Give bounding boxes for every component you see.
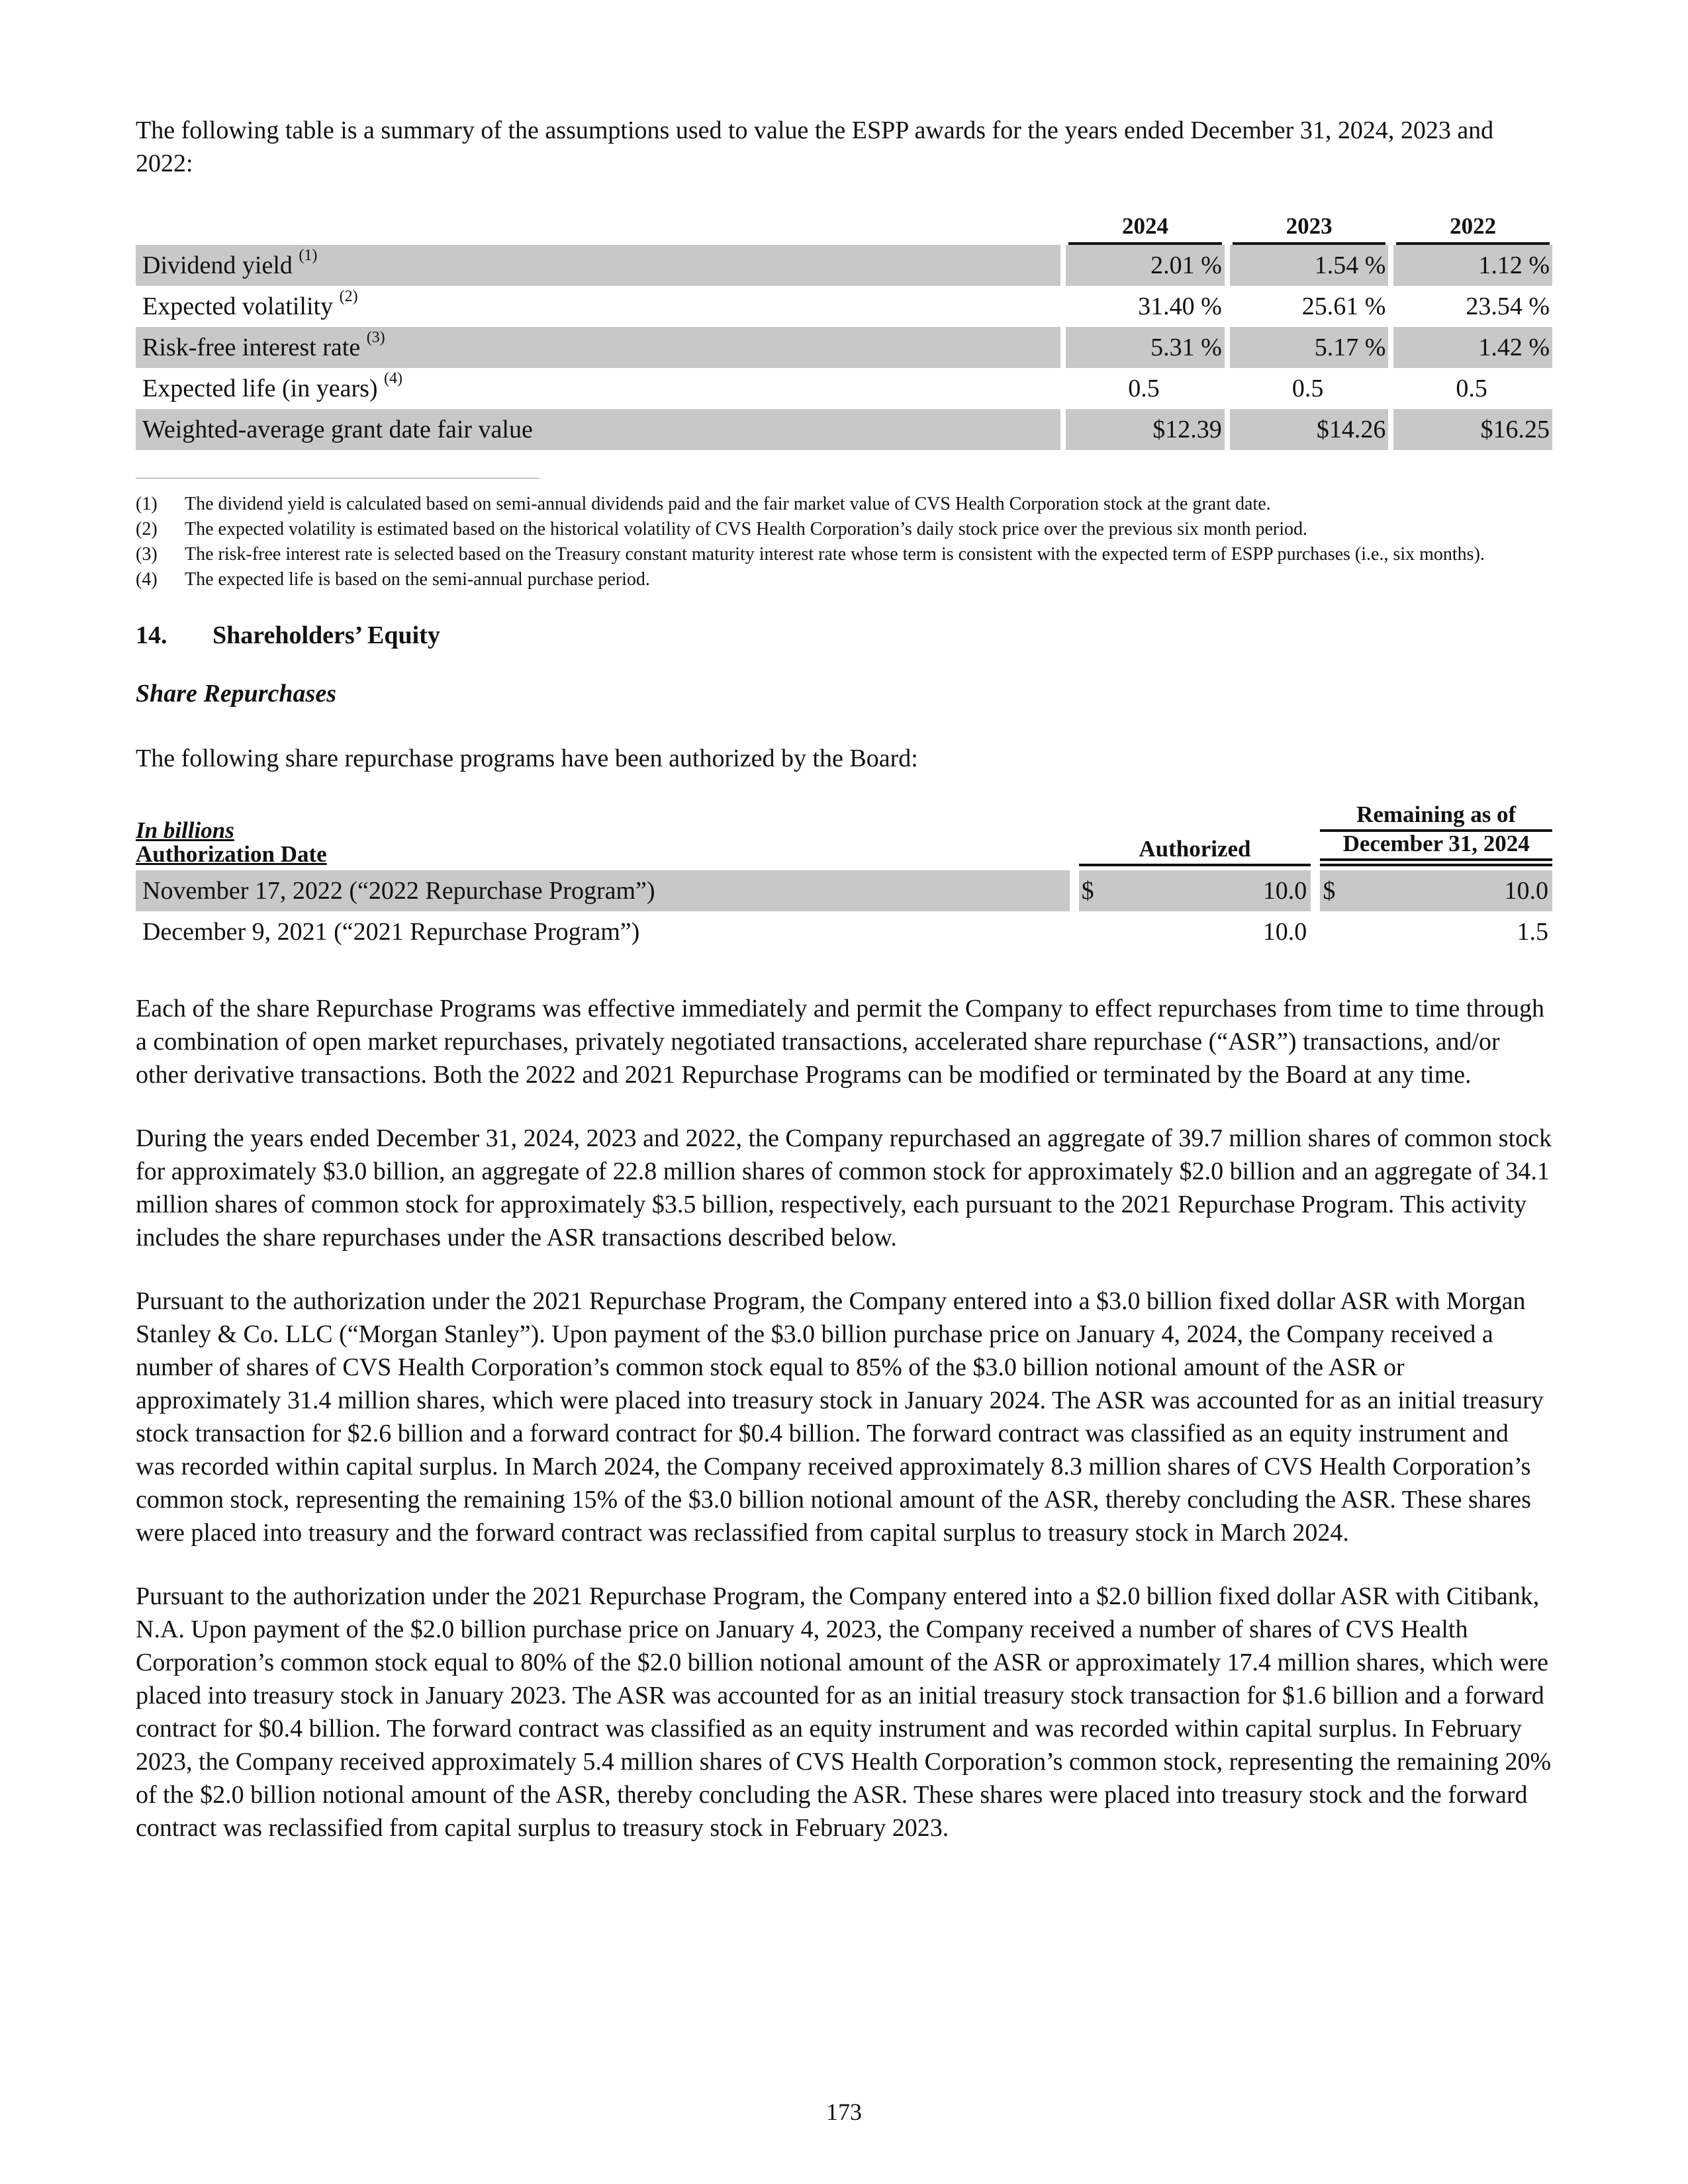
body-paragraph: Each of the share Repurchase Programs was effective immediately and permit the Company to effect repurchases from time to time through a combination of open market repurchases, privately negotiated transactions, accelerated share repurchase (“ASR”) transactions, and/or other derivative transactions. Both the 2022 and 2021 Repurchase Programs can be modified or terminated by the Board at any time.	[136, 995, 1544, 1089]
table-row	[136, 245, 1552, 286]
table-row	[136, 327, 1552, 368]
table-cell: 1.12 %	[1393, 245, 1552, 286]
body-paragraph: Pursuant to the authorization under the 2021 Repurchase Program, the Company entered into a $2.0 billion fixed dollar ASR with Citibank, N.A. Upon payment of the $2.0 billion purchase price on January 4, 2023, the Company received a number of shares of CVS Health Corporation’s common stock equal to 80% of the $2.0 billion notional amount of the ASR or approximately 17.4 million shares, which were placed into treasury stock in January 2023. The ASR was accounted for as an initial treasury stock transaction for $1.6 billion and a forward contract for $0.4 billion. The forward contract was classified as an equity instrument and was recorded within capital surplus. In February 2023, the Company received approximately 5.4 million shares of CVS Health Corporation’s common stock, representing the remaining 20% of the $2.0 billion notional amount of the ASR, thereby concluding the ASR. These shares were placed into treasury stock and the forward contract was reclassified from capital surplus to treasury stock in February 2023.	[136, 1582, 1552, 1842]
table-cell: 10.0	[1262, 877, 1307, 905]
document-page	[136, 114, 1552, 1844]
footnote-ref: (3)	[366, 329, 385, 346]
table-cell: 25.61 %	[1301, 293, 1386, 320]
table-header-row	[136, 803, 1552, 870]
table-row	[136, 286, 1552, 327]
currency-symbol: $	[1152, 416, 1166, 443]
footnote-text: The dividend yield is calculated based on semi-annual dividends paid and the fair market value of CVS Health Corporation stock at the grant date.	[185, 494, 1271, 514]
table-cell: 14.26	[1329, 416, 1386, 443]
page-number: 173	[826, 2099, 862, 2125]
table-row	[136, 409, 1552, 450]
footnote-ref: (1)	[299, 247, 318, 264]
year-header: 2022	[1396, 213, 1550, 245]
table-cell: 0.5	[1128, 375, 1160, 402]
row-label: Expected volatility	[142, 293, 334, 320]
body-paragraph: During the years ended December 31, 2024, 2023 and 2022, the Company repurchased an aggregate of 39.7 million shares of common stock for approximately $3.0 billion, an aggregate of 22.8 million shares of common stock for approximately $2.0 billion and an aggregate of 34.1 million shares of common stock for approximately $3.5 billion, respectively, each pursuant to the 2021 Repurchase Program. This activity includes the share repurchases under the ASR transactions described below.	[136, 1124, 1552, 1251]
footnote-number: (1)	[136, 494, 158, 514]
table-header-row	[136, 206, 1552, 245]
table-row	[136, 870, 1552, 911]
year-header: 2024	[1068, 213, 1222, 245]
footnote-number: (2)	[136, 519, 158, 539]
body-paragraph: Pursuant to the authorization under the 2021 Repurchase Program, the Company entered into a $3.0 billion fixed dollar ASR with Morgan Stanley & Co. LLC (“Morgan Stanley”). Upon payment of the $3.0 billion purchase price on January 4, 2024, the Company received a number of shares of CVS Health Corporation’s common stock equal to 85% of the $3.0 billion notional amount of the ASR or approximately 31.4 million shares, which were placed into treasury stock in January 2024. The ASR was accounted for as an initial treasury stock transaction for $2.6 billion and a forward contract for $0.4 billion. The forward contract was classified as an equity instrument and was recorded within capital surplus. In March 2024, the Company received approximately 8.3 million shares of CVS Health Corporation’s common stock, representing the remaining 15% of the $3.0 billion notional amount of the ASR, thereby concluding the ASR. These shares were placed into treasury and the forward contract was reclassified from capital surplus to treasury stock in March 2024.	[136, 1287, 1544, 1547]
currency-symbol: $	[1480, 416, 1493, 443]
footnote-text: The expected volatility is estimated based on the historical volatility of CVS Health Corporation’s daily stock price over the previous six month period.	[185, 519, 1307, 539]
footnote-text: The expected life is based on the semi-annual purchase period.	[185, 569, 650, 590]
subsection-heading: Share Repurchases	[136, 680, 336, 707]
table-cell: 12.39	[1165, 416, 1222, 443]
footnote-number: (4)	[136, 569, 158, 590]
table-cell: 1.42 %	[1393, 327, 1552, 368]
currency-symbol: $	[1081, 877, 1094, 905]
table-cell: 31.40 %	[1138, 293, 1222, 320]
row-label: December 9, 2021 (“2021 Repurchase Program”)	[142, 918, 640, 946]
table-cell: 0.5	[1456, 375, 1487, 402]
currency-symbol: $	[1316, 416, 1329, 443]
table-cell: 1.5	[1517, 918, 1548, 946]
table-row	[136, 368, 1552, 409]
table-cell: 10.0	[1262, 918, 1307, 946]
table-cell: 2.01 %	[1066, 245, 1225, 286]
table-cell: 5.17 %	[1230, 327, 1389, 368]
footnote-text: The risk-free interest rate is selected based on the Treasury constant maturity interest rate whose term is consistent with the expected term of ESPP purchases (i.e., six months).	[185, 544, 1485, 565]
table-row	[136, 911, 1552, 952]
row-label: Weighted-average grant date fair value	[142, 416, 533, 443]
repurchase-programs-table	[136, 803, 1552, 952]
units-label: In billions	[136, 817, 234, 843]
footnote-ref: (4)	[384, 370, 403, 387]
table-cell: 1.54 %	[1230, 245, 1389, 286]
table-cell: 16.25	[1493, 416, 1550, 443]
currency-symbol: $	[1323, 877, 1336, 905]
row-label: Dividend yield	[142, 251, 293, 279]
section-heading	[136, 619, 1552, 652]
repurchase-intro-paragraph: The following share repurchase programs have been authorized by the Board:	[136, 745, 918, 772]
row-label: November 17, 2022 (“2022 Repurchase Program”)	[136, 870, 1070, 911]
table-cell: 10.0	[1504, 877, 1548, 905]
table-cell: 5.31 %	[1066, 327, 1225, 368]
column-header-remaining: Remaining as of December 31, 2024	[1320, 803, 1552, 866]
column-header-authorized: Authorized	[1079, 837, 1311, 866]
footnote	[136, 492, 1552, 517]
table-cell: 0.5	[1291, 375, 1324, 402]
espp-assumptions-table	[136, 206, 1552, 450]
section-title: Shareholders’ Equity	[212, 621, 440, 649]
column-header-date: Authorization Date	[136, 841, 327, 867]
footnote	[136, 567, 1552, 592]
row-label: Risk-free interest rate	[142, 334, 361, 361]
footnote-ref: (2)	[339, 288, 358, 305]
espp-intro-paragraph: The following table is a summary of the assumptions used to value the ESPP awards for the years ended December 31, 2024, 2023 and 2022:	[136, 116, 1494, 177]
section-number: 14.	[136, 621, 167, 649]
footnote	[136, 517, 1552, 542]
year-header: 2023	[1233, 213, 1386, 245]
table-cell: 23.54 %	[1466, 293, 1550, 320]
row-label: Expected life (in years)	[142, 375, 378, 402]
footnote	[136, 542, 1552, 567]
footnote-number: (3)	[136, 544, 158, 565]
